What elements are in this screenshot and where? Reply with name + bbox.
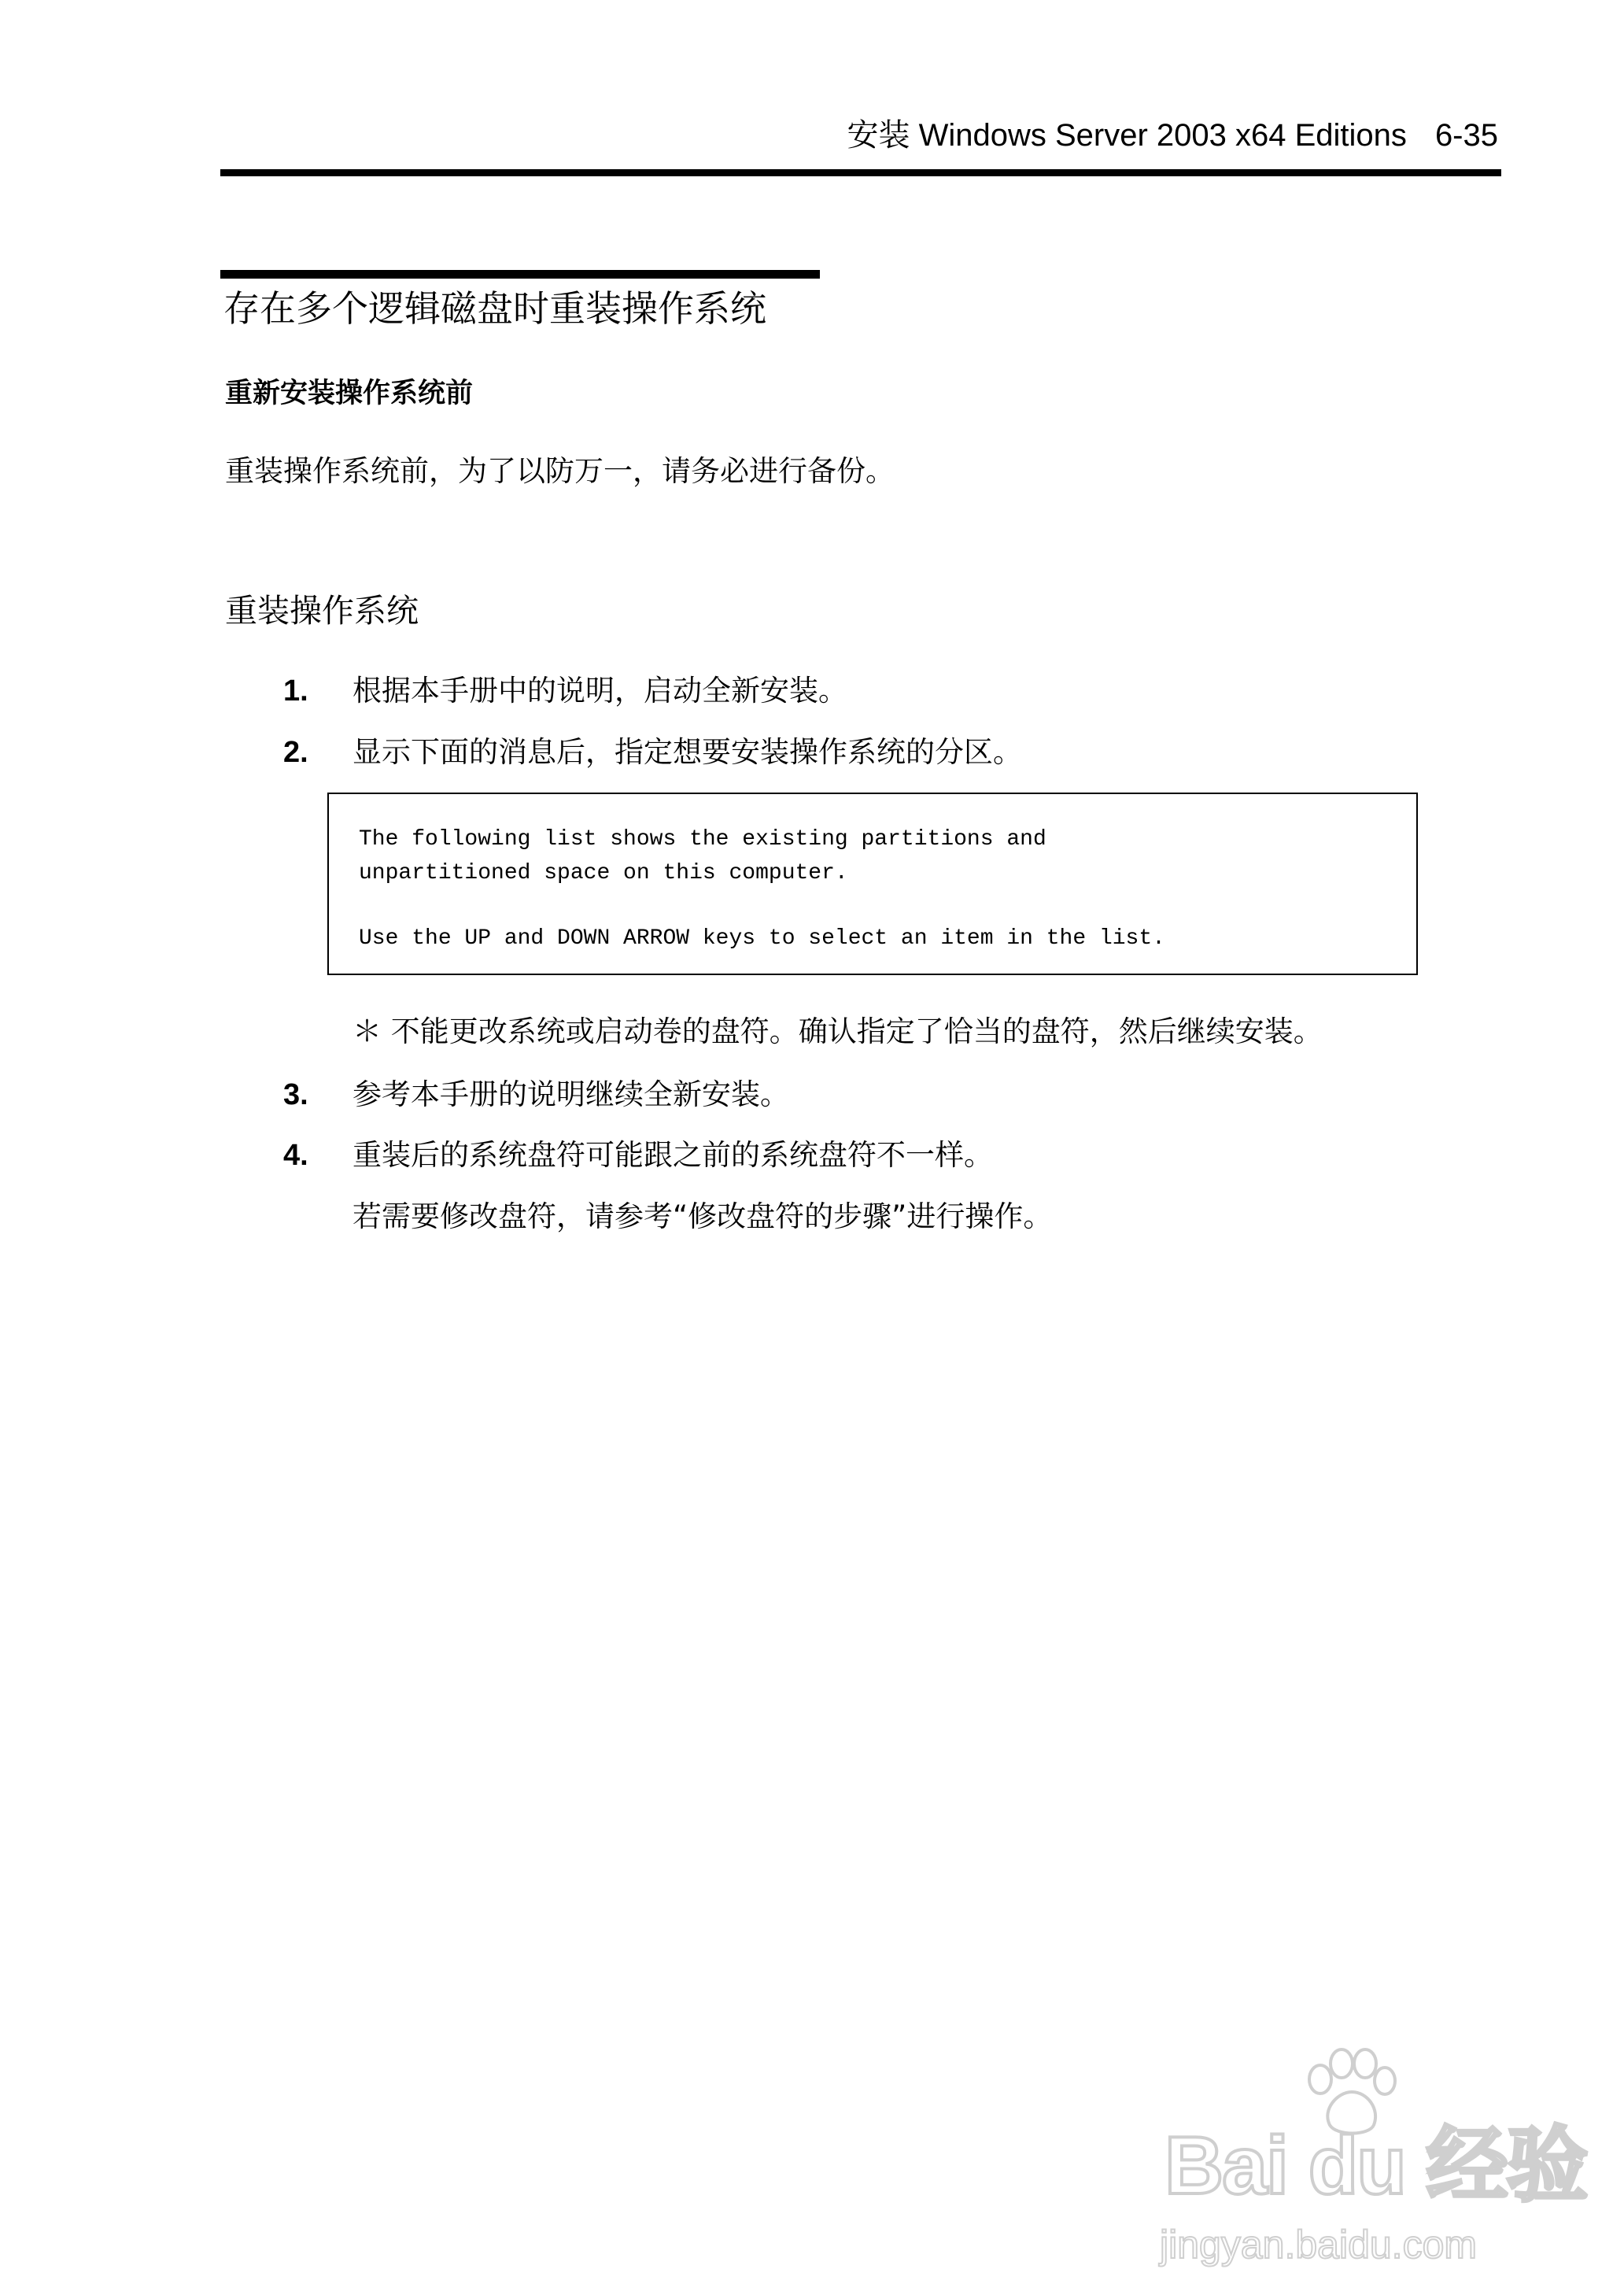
console-message-box xyxy=(327,793,1418,975)
step-number: 1. xyxy=(283,674,308,708)
baidu-watermark xyxy=(1149,2046,1587,2275)
step-4 xyxy=(283,1135,993,1176)
watermark-logo-text: Bai du 经验 xyxy=(1164,2120,1587,2212)
console-line: unpartitioned space on this computer. xyxy=(359,861,848,885)
console-line: Use the UP and DOWN ARROW keys to select an item in the list. xyxy=(359,926,1165,951)
before-reinstall-heading: 重新安装操作系统前 xyxy=(225,378,474,409)
step-text: 显示下面的消息后，指定想要安装操作系统的分区。 xyxy=(352,735,1022,769)
console-line: The following list shows the existing partitions and xyxy=(359,827,1046,852)
step-4-extra-text: 若需要修改盘符，请参考“修改盘符的步骤”进行操作。 xyxy=(352,1199,1053,1233)
console-blank-line xyxy=(359,890,1416,922)
step-text: 根据本手册中的说明，启动全新安装。 xyxy=(352,674,847,708)
step-1 xyxy=(283,671,847,711)
watermark-url: jingyan.baidu.com xyxy=(1160,2223,1478,2267)
step-text: 重装后的系统盘符可能跟之前的系统盘符不一样。 xyxy=(352,1138,993,1172)
step-number: 2. xyxy=(283,736,308,769)
page-number: 6-35 xyxy=(1434,118,1498,153)
step-text: 参考本手册的说明继续全新安装。 xyxy=(352,1077,789,1111)
step-number: 4. xyxy=(283,1139,308,1172)
header-rule xyxy=(220,169,1501,176)
step-2 xyxy=(283,732,1022,773)
step-3 xyxy=(283,1074,789,1115)
section-title: 存在多个逻辑磁盘时重装操作系统 xyxy=(223,287,766,330)
header-title: 安装 Windows Server 2003 x64 Editions xyxy=(847,118,1407,153)
step-number: 3. xyxy=(283,1078,308,1111)
reinstall-heading: 重装操作系统 xyxy=(225,592,419,630)
backup-instruction: 重装操作系统前，为了以防万一，请务必进行备份。 xyxy=(225,454,895,488)
section-rule xyxy=(220,270,820,279)
running-header xyxy=(847,116,1499,154)
drive-letter-note: ＊ 不能更改系统或启动卷的盘符。确认指定了恰当的盘符，然后继续安装。 xyxy=(352,1014,1323,1048)
